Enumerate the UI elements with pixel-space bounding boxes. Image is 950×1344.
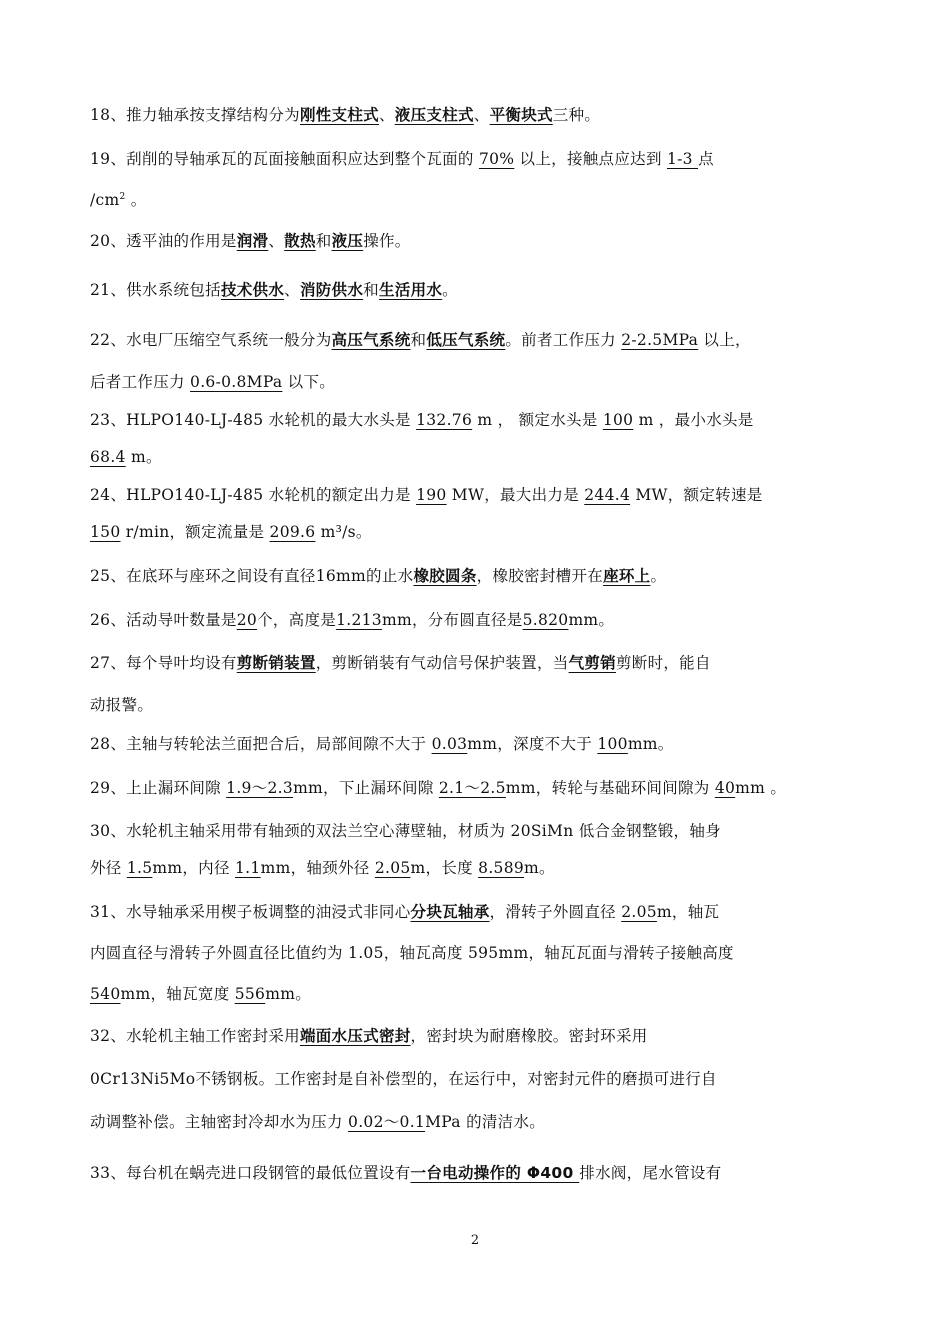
answer: 座环上 (603, 567, 651, 585)
answer: 100 (602, 411, 634, 429)
answer: 消防供水 (299, 281, 364, 299)
answer: 68.4 (90, 448, 126, 466)
answer: 209.6 (269, 523, 316, 541)
text: mm 。 (735, 779, 787, 797)
answer: 556 (234, 985, 266, 1003)
answer: 润滑 (236, 232, 269, 250)
item-25 (90, 565, 850, 587)
text: mm，分布圆直径是 (381, 611, 523, 629)
text: mm。 (568, 611, 615, 629)
text: 18、推力轴承按支撑结构分为 (90, 106, 300, 124)
answer: 刚性支柱式 (299, 106, 379, 124)
answer: 0.03 (431, 735, 468, 753)
answer: 液压 (331, 232, 364, 250)
text: 排水阀，尾水管设有 (579, 1164, 722, 1182)
item-33 (90, 1162, 850, 1184)
text: 23、HLPO140-LJ-485 水轮机的最大水头是 (90, 411, 417, 429)
text: mm，转轮与基础环间间隙为 (505, 779, 715, 797)
text: m³/s。 (315, 523, 372, 541)
item-19-cont (90, 186, 850, 211)
item-22-cont (90, 371, 850, 393)
item-27 (90, 652, 850, 674)
item-30 (90, 820, 850, 842)
answer: 一台 (410, 1164, 443, 1182)
text: 、 (378, 106, 395, 124)
item-27-cont (90, 694, 850, 716)
answer: 生活用水 (378, 281, 443, 299)
text: 25、在底环与座环之间设有直径16mm的止水 (90, 567, 414, 585)
text: 19、刮削的导轴承瓦的瓦面接触面积应达到整个瓦面的 (90, 150, 479, 168)
answer: 540 (90, 985, 121, 1003)
answer: 40 (714, 779, 736, 797)
text: 个，高度是 (257, 611, 337, 629)
answer: 2.05 (621, 903, 657, 921)
answer: 150 (90, 523, 121, 541)
text: 30、水轮机主轴采用带有轴颈的双法兰空心薄壁轴，材质为 20SiMn 低合金钢整锻，轴身 (90, 822, 721, 840)
text: 操作。 (363, 232, 411, 250)
text: 。 (125, 191, 147, 210)
answer: 244.4 (584, 486, 631, 504)
answer: 平衡块式 (489, 106, 553, 124)
item-29 (90, 777, 850, 799)
text: mm，下止漏环间隙 (293, 779, 439, 797)
text: 。 (442, 281, 458, 299)
text: mm，轴瓦宽度 (120, 985, 235, 1003)
text: m。 (125, 448, 162, 466)
item-30-cont (90, 857, 850, 879)
text: m。 (524, 859, 555, 877)
text: ，剪断销装有气动信号保护装置，当 (315, 654, 569, 672)
text: 以上， (698, 331, 751, 349)
item-28 (90, 733, 850, 755)
answer: 190 (416, 486, 447, 504)
text: 和 (410, 331, 427, 349)
item-26 (90, 609, 850, 631)
text: 、 (473, 106, 490, 124)
item-24 (90, 484, 850, 506)
answer: 2-2.5MPa (621, 331, 699, 349)
item-24-cont (90, 521, 850, 543)
text: 三种。 (552, 106, 601, 124)
text: 26、活动导叶数量是 (90, 611, 237, 629)
text: 22、水电厂压缩空气系统一般分为 (90, 331, 332, 349)
text: MPa 的清洁水。 (425, 1113, 546, 1131)
item-31-cont2 (90, 983, 850, 1005)
text: 、 (284, 281, 300, 299)
text: m ， 额定水头是 (472, 411, 603, 429)
text: ，密封块为耐磨橡胶。密封环采用 (410, 1027, 648, 1045)
answer: 1.9～2.3 (226, 779, 294, 797)
text: 后者工作压力 (90, 373, 191, 391)
text: mm，轴颈外径 (260, 859, 375, 877)
text: 31、水导轴承采用楔子板调整的油浸式非同心 (90, 903, 411, 921)
text: 点 (698, 150, 714, 168)
item-32-cont (90, 1068, 850, 1090)
item-31 (90, 901, 850, 923)
answer: 5.820 (522, 611, 569, 629)
answer: 1.213 (336, 611, 382, 629)
text: 、 (268, 232, 285, 250)
text: MW，最大出力是 (446, 486, 585, 504)
answer: 1-3 (666, 150, 699, 168)
text: mm，深度不大于 (467, 735, 598, 753)
answer: 100 (597, 735, 628, 753)
answer: 橡胶圆条 (413, 567, 477, 585)
text: 和 (315, 232, 332, 250)
text: 32、水轮机主轴工作密封采用 (90, 1027, 300, 1045)
text: mm。 (627, 735, 674, 753)
answer: 0.02～0.1 (348, 1113, 426, 1131)
item-32 (90, 1025, 850, 1047)
item-31-cont (90, 942, 850, 964)
superscript: 2 (119, 192, 126, 202)
text: m ，最小水头是 (633, 411, 754, 429)
text: 0Cr13Ni5Mo不锈钢板。工作密封是自补偿型的，在运行中，对密封元件的磨损可进行自 (90, 1070, 717, 1088)
answer: 高压气系统 (331, 331, 411, 349)
text: 剪断时，能自 (615, 654, 711, 672)
text: 。前者工作压力 (505, 331, 622, 349)
answer: 70% (478, 150, 515, 168)
text: 29、上止漏环间隙 (90, 779, 227, 797)
answer: 0.6-0.8MPa (190, 373, 283, 391)
item-32-cont2 (90, 1111, 850, 1133)
text: 动报警。 (90, 696, 154, 714)
text: mm。 (265, 985, 312, 1003)
item-19 (90, 148, 850, 170)
answer: 气剪销 (568, 654, 616, 672)
answer: 低压气系统 (426, 331, 506, 349)
text: 动调整补偿。主轴密封冷却水为压力 (90, 1113, 349, 1131)
text: ，橡胶密封槽开在 (476, 567, 604, 585)
item-22 (90, 329, 850, 351)
text: 以下。 (282, 373, 336, 391)
answer: 20 (236, 611, 258, 629)
item-21 (90, 279, 850, 301)
text: m，长度 (410, 859, 479, 877)
answer: 132.76 (416, 411, 473, 429)
text: 内圆直径与滑转子外圆直径比值约为 1.05，轴瓦高度 595mm，轴瓦瓦面与滑转子接触高度 (90, 944, 734, 962)
answer: 分块瓦轴承 (410, 903, 490, 921)
answer: 散热 (284, 232, 316, 250)
text: ，滑转子外圆直径 (489, 903, 622, 921)
answer: 端面水压式密封 (299, 1027, 411, 1045)
text: 。 (650, 567, 667, 585)
answer: 电动操作的 Φ400 (442, 1164, 580, 1182)
text: 33、每台机在蜗壳进口段钢管的最低位置设有 (90, 1164, 411, 1182)
item-23-cont (90, 446, 850, 468)
answer: 1.5 (126, 859, 153, 877)
text: 20、透平油的作用是 (90, 232, 237, 250)
text: 外径 (90, 859, 127, 877)
answer: 液压支柱式 (394, 106, 474, 124)
text: 以上，接触点应达到 (514, 150, 667, 168)
page-number: 2 (470, 1233, 480, 1248)
answer: 2.05 (374, 859, 411, 877)
text: 28、主轴与转轮法兰面把合后，局部间隙不大于 (90, 735, 432, 753)
item-18 (90, 104, 850, 126)
text: 和 (363, 281, 379, 299)
item-20 (90, 230, 850, 252)
item-23 (90, 409, 850, 431)
answer: 8.589 (478, 859, 525, 877)
answer: 2.1～2.5 (438, 779, 506, 797)
text: 21、供水系统包括 (90, 281, 221, 299)
answer: 技术供水 (220, 281, 285, 299)
answer: 1.1 (235, 859, 261, 877)
answer: 剪断销装置 (236, 654, 316, 672)
text: 24、HLPO140-LJ-485 水轮机的额定出力是 (90, 486, 417, 504)
text: /cm (90, 191, 120, 210)
text: 27、每个导叶均设有 (90, 654, 237, 672)
text: MW，额定转速是 (630, 486, 763, 504)
text: mm，内径 (152, 859, 236, 877)
text: r/min，额定流量是 (120, 523, 270, 541)
text: m，轴瓦 (656, 903, 720, 921)
